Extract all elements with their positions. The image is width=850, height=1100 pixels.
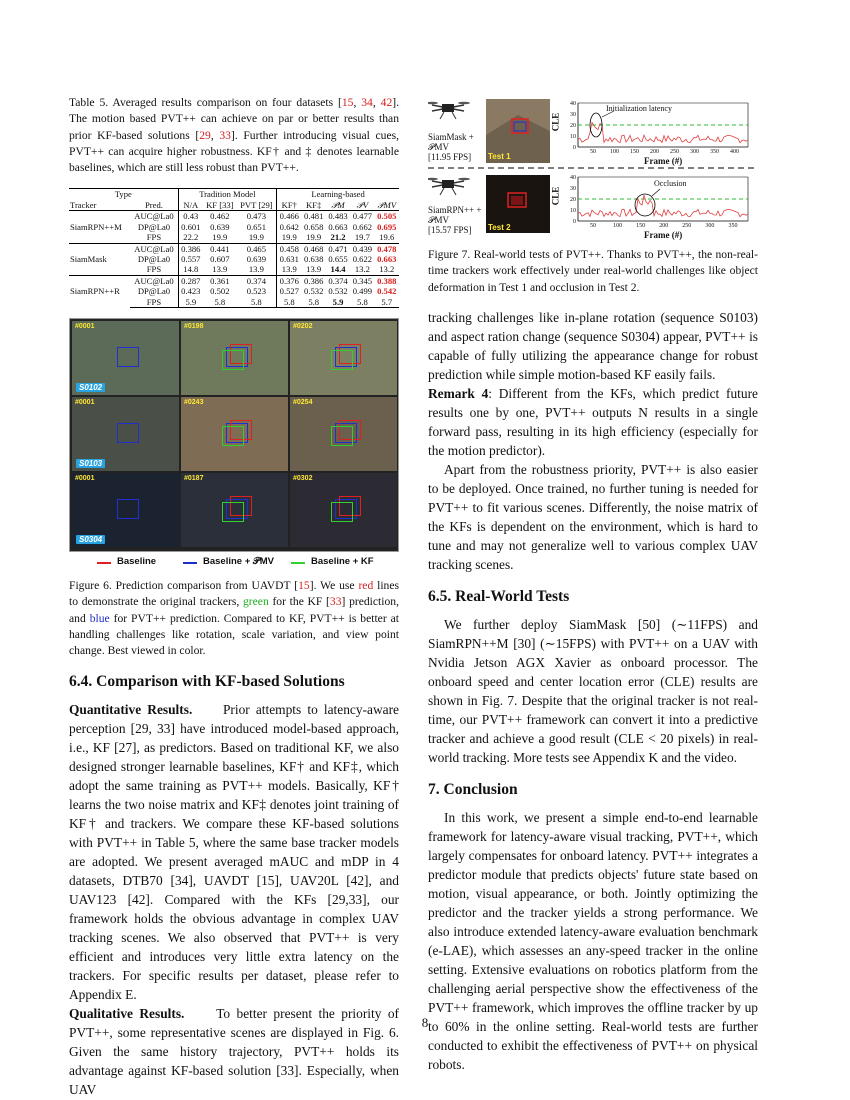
legend-green-line [291,562,305,564]
table5-cell: 19.9 [302,232,326,243]
x-tick: 150 [636,223,646,229]
frame-number: #0001 [75,474,95,482]
table5-cell: 0.631 [277,254,302,264]
right-paragraph-2: Apart from the robustness priority, PVT++ is also easier to be deployed. Once trained, no further tuning is needed for PVT++ to fit various scenes. Differently, the noise matrix of the KFs is dependent on the environment, which is hard to tune and may not generalize well to various complex UAV tracking scenes. [428,461,758,572]
x-tick: 100 [610,149,619,155]
table5-cell: 0.557 [178,254,203,264]
table5-cell: 5.9 [326,297,350,308]
metric-name: AUC@La0 [134,211,174,222]
table5-cell: 14.8 [178,264,203,275]
y-tick: 30 [570,186,576,192]
table5-cell: 5.8 [277,297,302,308]
y-tick: 0 [573,219,576,225]
table5-cell: 0.483 [328,211,348,222]
table5-cell: 0.345 [350,275,374,286]
table5-cell: 0.441 [203,243,237,254]
table5-cell: 0.502 [210,286,230,297]
table5-cell: 0.655 [328,253,348,264]
x-tick: 50 [590,149,596,155]
table5-cell: 0.423 [178,286,203,296]
table5-cell: 0.458 [277,243,302,254]
tracking-box [222,350,244,370]
metric-name: FPS [130,232,178,243]
figure6 [69,318,399,552]
conclusion-paragraph: In this work, we present a simple end-to-end learnable framework for latency-aware visual tracking, PVT++, which largely compensates for onboard latency. PVT++ integrates a predictor module that predicts objects' future state based on motion, visual appearance, or both. Jointly optimizing the predictor and the tracker yields a strong performance. We also introduce extended latency-aware evaluation benchmark (e-LAE), which assesses an any-speed tracker in the online setting. Extensive evaluations on robotics platform from the challenging aerial perspective show the effectiveness of the PVT++ framework, which improves the offline tracker by up to 60% in the online setting. Real-world tests are further conducted to exhibit the effectiveness of PVT++ on physical robots. [428,809,758,1072]
y-tick: 0 [573,145,576,151]
tracking-box [222,426,244,446]
table5-cell: 0.658 [304,221,324,232]
x-tick: 200 [659,223,669,229]
cle-ylabel-1: CLE [550,112,561,132]
table5-cell: 5.8 [203,297,237,308]
cle-ylabel-2: CLE [550,186,561,206]
table5-cell: 0.43 [178,211,203,222]
metric-name: DP@La0 [137,221,171,232]
frame-number: #0001 [75,398,95,406]
header-learning: Learning-based [277,189,399,200]
tracker-name: SiamRPN++M [70,221,122,232]
table5-cell: 22.2 [178,232,203,243]
frame-number: #0198 [184,322,204,330]
table5-cell: 19.9 [203,232,237,243]
x-tick: 50 [590,223,596,229]
legend-kf: Baseline + KF [311,555,374,567]
legend-red-line [97,562,111,564]
y-ticks-1 [562,99,576,154]
table5-cell: 0.376 [277,275,302,286]
table5-cell: 5.8 [302,297,326,308]
table5-cell: 0.388 [375,275,399,286]
tracker-name: SiamMask [69,243,130,275]
right-column [428,95,758,1074]
y-tick: 10 [570,208,576,214]
test2-label: Test 2 [488,223,511,232]
metric-name: AUC@La0 [130,243,178,254]
table5-cell: 0.542 [377,286,397,297]
table5-cell: 19.9 [237,232,277,243]
drone-icon [428,178,470,195]
figure6-legend [69,556,399,572]
real-world-tests-paragraph: We further deploy SiamMask [50] (∼11FPS) and SiamRPN++M [30] (∼15FPS) with PVT++ on a UAV with Nvidia Jetson AGX Xavier as onboard processor. The onboard speed and center location error (CLE) results are shown in Fig. 7. Despite that the original tracker is not real-time, our PVT++ framework can convert it into a predictive tracker and achieve a good result (CLE < 20 pixels) in real-world tracking. More tests see Appendix K and the video. [428,616,758,765]
y-tick: 20 [570,197,576,203]
tracking-box [117,423,139,443]
x-tick: 400 [730,149,739,155]
metric-name: DP@La0 [137,286,171,297]
table5-cell: 0.466 [277,211,302,222]
tracking-box [117,347,139,367]
table5-cell: 0.639 [246,253,267,264]
table5-cell: 13.9 [302,264,326,275]
header-col: PVT [29] [237,200,277,211]
header-col: 𝒫M [326,200,350,211]
test1-label: Test 1 [488,152,511,161]
table5-cell: 5.8 [350,297,374,308]
table5-cell: 0.607 [210,253,230,264]
table5-cell: 0.505 [377,211,397,222]
table5-cell: 13.2 [350,264,374,275]
xlabel-2: Frame (#) [644,230,683,240]
table5-cell: 0.465 [237,243,277,254]
tracking-box [331,502,353,522]
x-tick: 150 [630,149,639,155]
table5-header-row-2 [69,200,399,211]
table5-cell: 5.7 [375,297,399,308]
table5-cell: 0.361 [203,275,237,286]
table5-cell: 0.386 [302,275,326,286]
table5-cell: 0.651 [246,221,267,232]
table5-cell: 0.481 [304,211,324,222]
tracking-box [331,426,353,446]
table5-cell: 19.6 [375,232,399,243]
table5-cell: 0.662 [352,221,373,232]
metric-name: FPS [130,297,178,308]
section-6-4-heading: 6.4. Comparison with KF-based Solutions [69,673,345,691]
quantitative-results-paragraph: Quantitative Results. Prior attempts to latency-aware perception [29, 33] have introduced model-based approach, i.e., KF [27], as predictors. Based on traditional KF, we also designed stronger learnable baselines, KF† and KF‡, which adopt the same training as PVT++ models. Basically, KF† learns the two noise matrix and KF‡ denotes joint training of KF† and trackers. We compare these KF-based solutions with PVT++ in Table 5, where the same base tracker models are adopted. We present averaged mAUC and mDP in 4 datasets, DTB70 [34], UAVDT [15], UAV20L [42], and UAV123 [42]. Compared with the KFs [29,33], our framework holds the obvious advantage in complex UAV tracking scenes. We also observed that PVT++ is very efficient and introduces very little extra latency on the trackers. For specific results per dataset, please refer to Appendix E. [69,702,399,1003]
figure6-frame [290,321,397,395]
test2-tracker-label: SiamRPN++ + 𝒫MV [15.57 FPS] [428,205,482,235]
table5-cell: 0.287 [178,275,203,286]
x-tick: 350 [728,223,738,229]
figure6-frame [181,473,288,547]
table5-cell: 21.2 [326,232,350,243]
right-paragraph-1: tracking challenges like in-plane rotation (sequence S0103) and aspect ration change (sequence S0304) appear, PVT++ is capable of fully utilizing the appearance change for robust prediction while simple motion-based KF easily fails. [428,309,758,382]
table5-cell: 0.639 [210,221,230,232]
table5-row [69,275,399,286]
section-7-heading: 7. Conclusion [428,780,518,798]
x-tick: 250 [682,223,692,229]
table5-caption: Table 5. Averaged results comparison on four datasets [15, 34, 42]. The motion based PVT++ can achieve on par or better results than prior KF-based solutions [29, 33]. Further introducing visual cues, PVT++ can acquire higher robustness. KF† and ‡ denotes learnable baselines, which are still less robust than PVT++. [69,96,399,175]
frame-number: #0302 [293,474,313,482]
figure6-caption: Figure 6. Prediction comparison from UAVDT [15]. We use red lines to demonstrate the original trackers, green for the KF [33] prediction, and blue for PVT++ prediction. Compared to KF, PVT++ is better at handling challenges like rotation, scale variation, and view point change. Best viewed in color. [69,578,400,658]
left-column [69,95,399,1099]
annotation-occlusion: Occlusion [654,179,687,188]
table5-row [69,243,399,254]
table5-cell: 14.4 [326,264,350,275]
y-ticks-2 [562,173,576,228]
header-col: 𝒫V [350,200,374,211]
legend-pvt: Baseline + 𝒫MV [203,555,275,567]
table5-cell: 0.532 [328,286,348,297]
table5-cell: 0.523 [246,286,267,297]
table5-cell: 13.9 [237,264,277,275]
table5-cell: 0.695 [377,221,397,232]
figure7-caption: Figure 7. Real-world tests of PVT++. Thanks to PVT++, the non-real-time trackers work effectively under real-world challenges like object deformation in Test 1 and occlusion in Test 2. [428,248,758,294]
metric-name: AUC@La0 [130,275,178,286]
figure6-frame [290,473,397,547]
table5-cell: 0.468 [302,243,326,254]
table5-cell: 19.7 [350,232,374,243]
metric-name: DP@La0 [137,253,171,264]
header-col: KF‡ [302,200,326,211]
figure6-frame [181,321,288,395]
frame-number: #0243 [184,398,204,406]
table5-cell: 0.477 [352,211,373,222]
table5-cell: 0.471 [326,243,350,254]
table5-cell: 0.663 [328,221,348,232]
table5 [69,188,399,307]
figure6-frame [72,321,179,395]
table5-cell: 0.374 [326,275,350,286]
section-6-5-heading: 6.5. Real-World Tests [428,587,570,605]
y-tick: 30 [570,112,576,118]
remark-4-paragraph: Remark 4: Different from the KFs, which predict future results one by one, PVT++ outputs N results in a single forward pass, resulting in its high efficiency (especially for the motion predictor). [428,385,758,458]
test1-tracker-label: SiamMask + 𝒫MV [11.95 FPS] [428,132,474,162]
tracker-name: SiamRPN++R [69,275,130,307]
figure6-frame [72,473,179,547]
frame-number: #0187 [184,474,204,482]
table5-cell: 0.622 [352,253,373,264]
qualitative-results-paragraph: Qualitative Results. To better present the priority of PVT++, some representative scenes are displayed in Fig. 6. Given the same history trajectory, PVT++ holds its advantage against KF-based solution [33]. Especially, when UAV [69,1006,399,1098]
header-tracker: Tracker [69,200,130,211]
page-number: 8 [421,1015,429,1030]
annotation-initialization: Initialization latency [606,104,672,113]
table5-cell: 0.638 [304,253,324,264]
metric-name: FPS [130,264,178,275]
header-col: N/A [178,200,203,211]
table5-cell: 5.9 [178,297,203,308]
header-col: KF [33] [203,200,237,211]
table5-cell: 13.9 [203,264,237,275]
table5-cell: 0.386 [178,243,203,254]
table5-cell: 0.439 [350,243,374,254]
figure7 [428,95,758,240]
figure6-frame [290,397,397,471]
table5-cell: 13.2 [375,264,399,275]
legend-blue-line [183,562,197,564]
x-tick: 200 [650,149,659,155]
frame-number: #0001 [75,322,95,330]
x-tick: 100 [613,223,623,229]
table5-row [69,211,399,222]
x-tick: 300 [690,149,699,155]
tracking-box [117,499,139,519]
frame-number: #0202 [293,322,313,330]
figure6-frame [72,397,179,471]
legend-baseline: Baseline [117,555,157,567]
table5-cell: 0.473 [246,211,267,222]
tracking-box [331,350,353,370]
y-tick: 40 [570,175,576,181]
sequence-label: S0304 [76,535,105,544]
figure6-frame [181,397,288,471]
table5-cell: 19.9 [277,232,302,243]
table5-cell: 0.663 [377,253,397,264]
x-tick: 250 [670,149,679,155]
sequence-label: S0103 [76,459,105,468]
y-tick: 10 [570,134,576,140]
table5-cell: 0.642 [277,222,302,232]
table5-cell: 5.8 [237,297,277,308]
header-traditional: Tradition Model [178,189,277,200]
table5-cell: 0.478 [375,243,399,254]
sequence-label: S0102 [76,383,105,392]
tracking-box [222,502,244,522]
table5-cell: 0.601 [178,222,203,232]
header-col: 𝒫MV [375,200,399,211]
frame-number: #0254 [293,398,313,406]
table5-cell: 0.527 [277,286,302,296]
table5-cell: 0.462 [210,211,230,222]
y-tick: 20 [570,123,576,129]
table5-cell: 0.532 [304,286,324,297]
header-pred: Pred. [130,200,178,211]
header-type: Type [69,189,178,200]
xlabel-1: Frame (#) [644,156,683,166]
table5-cell: 13.9 [277,264,302,275]
x-tick: 300 [705,223,715,229]
drone-icon [428,102,470,119]
table5-cell: 0.374 [237,275,277,286]
header-col: KF† [277,200,302,211]
table5-cell: 0.499 [352,286,373,297]
table5-header-row-1 [69,189,399,200]
table5-body [69,211,399,308]
x-tick: 350 [710,149,719,155]
y-tick: 40 [570,101,576,107]
